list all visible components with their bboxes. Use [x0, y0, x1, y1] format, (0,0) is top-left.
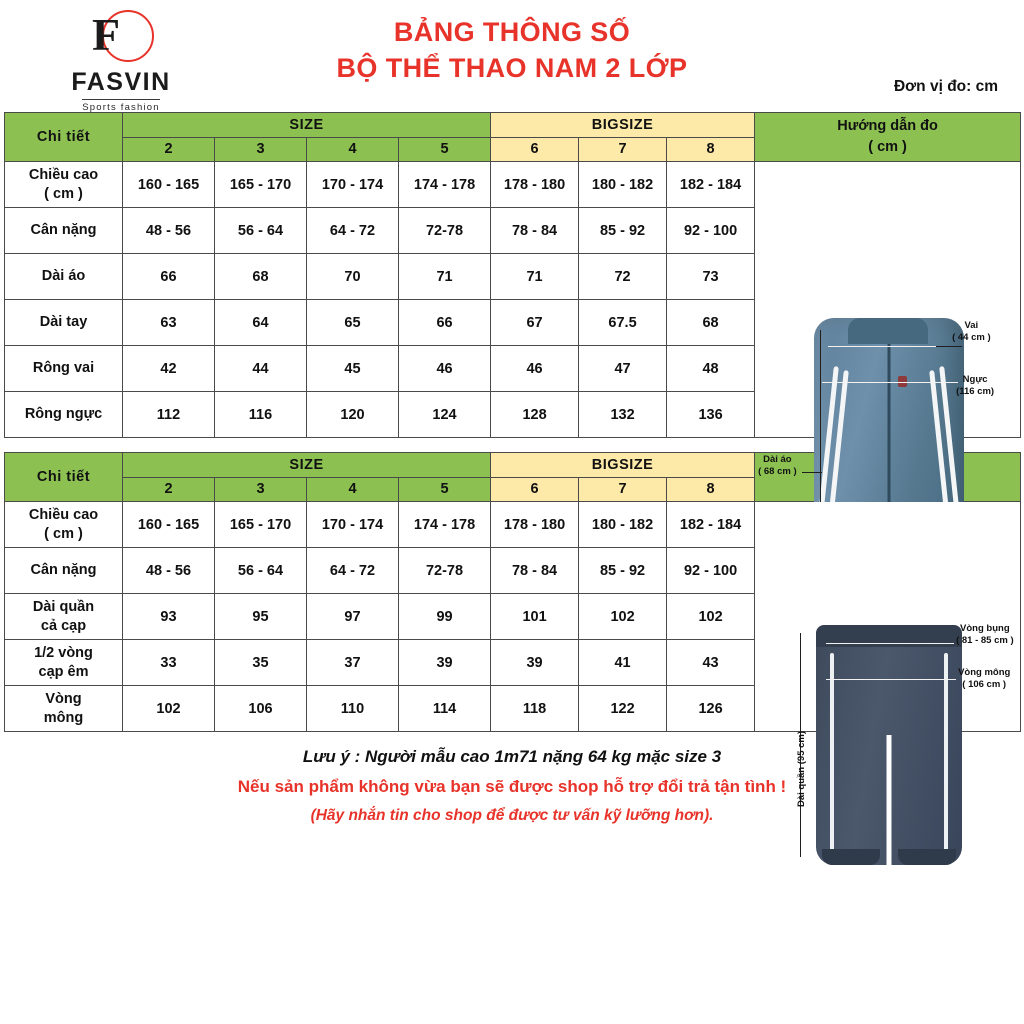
annotation-chest: [956, 374, 994, 398]
cell: 56 - 64: [215, 208, 307, 254]
row-label-line2: mông: [43, 709, 84, 726]
page-title: [0, 14, 1024, 86]
cell: 178 - 180: [491, 502, 579, 548]
annotation-line2: ( 44 cm ): [952, 331, 991, 343]
cell: 64 - 72: [307, 208, 399, 254]
row-label: [5, 640, 123, 686]
shoulder-leader-line: [936, 346, 962, 347]
cell: 132: [579, 392, 667, 438]
cell: 116: [215, 392, 307, 438]
cell: 73: [667, 254, 755, 300]
cell: 85 - 92: [579, 548, 667, 594]
cell: 93: [123, 594, 215, 640]
size-col-2: 2: [123, 477, 215, 502]
cell: 39: [399, 640, 491, 686]
bigsize-col-6: 6: [491, 477, 579, 502]
hip-measure-line: [826, 679, 956, 681]
pants-graphic: [816, 625, 962, 865]
bigsize-col-8: 8: [667, 137, 755, 162]
cell: 46: [491, 346, 579, 392]
cell: 68: [667, 300, 755, 346]
row-label: Dài tay: [5, 300, 123, 346]
cell: 46: [399, 346, 491, 392]
pants-inseam-gap: [887, 735, 892, 865]
brand-name: FASVIN: [71, 68, 171, 96]
cell: 71: [399, 254, 491, 300]
bigsize-col-7: 7: [579, 137, 667, 162]
annotation-line1: Vai: [964, 319, 979, 331]
cell: 124: [399, 392, 491, 438]
guide-line-2: ( cm ): [868, 139, 907, 155]
cell: 102: [579, 594, 667, 640]
brand-tagline: Sports fashion: [82, 99, 160, 113]
unit-note: Đơn vị đo: cm: [893, 78, 998, 95]
cell: 92 - 100: [667, 548, 755, 594]
waist-measure-line: [826, 643, 954, 645]
annotation-line2: ( 68 cm ): [758, 465, 797, 477]
cell: 178 - 180: [491, 162, 579, 208]
cell: 114: [399, 686, 491, 732]
annotation-line1: Vòng bụng: [960, 622, 1010, 634]
cell: 122: [579, 686, 667, 732]
header-group-bigsize: BIGSIZE: [491, 453, 755, 478]
cell: 118: [491, 686, 579, 732]
cell: 128: [491, 392, 579, 438]
note-contact: (Hãy nhắn tin cho shop để được tư vấn kỹ lưỡng hơn).: [310, 807, 714, 824]
size-col-5: 5: [399, 137, 491, 162]
cell: 170 - 174: [307, 162, 399, 208]
pants-stripe: [944, 653, 948, 853]
annotation-line2: (116 cm): [956, 385, 995, 397]
pants-stripe: [830, 653, 834, 853]
cell: 180 - 182: [579, 162, 667, 208]
row-label: [5, 594, 123, 640]
cell: 72-78: [399, 208, 491, 254]
length-leader-line: [802, 472, 822, 473]
row-label: Rông ngực: [5, 392, 123, 438]
cell: 99: [399, 594, 491, 640]
cell: 43: [667, 640, 755, 686]
bigsize-col-7: 7: [579, 477, 667, 502]
cell: 101: [491, 594, 579, 640]
cell: 78 - 84: [491, 548, 579, 594]
logo-letter: F: [92, 9, 119, 60]
row-label: Cân nặng: [5, 548, 123, 594]
title-line-1: BẢNG THÔNG SỐ: [393, 17, 631, 47]
cell: 48 - 56: [123, 548, 215, 594]
cell: 70: [307, 254, 399, 300]
cell: 165 - 170: [215, 162, 307, 208]
cell: 47: [579, 346, 667, 392]
annotation-pants-length: [796, 730, 808, 806]
cell: 68: [215, 254, 307, 300]
title-line-2: BỘ THỂ THAO NAM 2 LỚP: [336, 53, 688, 83]
cell: 64: [215, 300, 307, 346]
chest-measure-line: [822, 382, 958, 384]
cell: 136: [667, 392, 755, 438]
annotation-line1: Ngực: [962, 373, 988, 385]
row-label-line1: Chiều cao: [28, 166, 99, 183]
cell: 182 - 184: [667, 162, 755, 208]
jacket-graphic: [814, 318, 964, 533]
header-detail: Chi tiết: [5, 453, 123, 502]
size-col-4: 4: [307, 477, 399, 502]
row-label: [5, 162, 123, 208]
pants-cuff: [898, 849, 956, 865]
annotation-line1: Dài áo: [763, 453, 792, 465]
row-label-line2: ( cm ): [44, 185, 83, 202]
cell: 71: [491, 254, 579, 300]
size-col-2: 2: [123, 137, 215, 162]
cell: 112: [123, 392, 215, 438]
cell: 72: [579, 254, 667, 300]
cell: 66: [399, 300, 491, 346]
note-model-info: Lưu ý : Người mẫu cao 1m71 nặng 64 kg mặc size 3: [302, 747, 722, 766]
cell: 102: [667, 594, 755, 640]
table-row: [5, 502, 1021, 548]
cell: 63: [123, 300, 215, 346]
note-exchange-policy: Nếu sản phẩm không vừa bạn sẽ được shop hỗ trợ đổi trả tận tình !: [237, 777, 787, 796]
cell: 42: [123, 346, 215, 392]
cell: 48: [667, 346, 755, 392]
table-header-row: [5, 113, 1021, 138]
cell: 174 - 178: [399, 162, 491, 208]
row-label-line2: ( cm ): [44, 525, 83, 542]
cell: 41: [579, 640, 667, 686]
row-label: [5, 502, 123, 548]
annotation-hip: [958, 667, 1010, 691]
cell: 160 - 165: [123, 502, 215, 548]
annotation-line1: Dài quần (95 cm): [796, 730, 808, 807]
cell: 35: [215, 640, 307, 686]
row-label-line1: Chiều cao: [28, 506, 99, 523]
cell: 170 - 174: [307, 502, 399, 548]
length-measure-line: [820, 330, 821, 520]
bigsize-col-8: 8: [667, 477, 755, 502]
cell: 67: [491, 300, 579, 346]
cell: 66: [123, 254, 215, 300]
cell: 110: [307, 686, 399, 732]
row-label-line1: Vòng: [45, 690, 82, 707]
cell: 85 - 92: [579, 208, 667, 254]
row-label: Dài áo: [5, 254, 123, 300]
annotation-shoulder: [952, 320, 991, 344]
size-col-5: 5: [399, 477, 491, 502]
header-detail: Chi tiết: [5, 113, 123, 162]
annotation-waist: [956, 623, 1014, 647]
cell: 92 - 100: [667, 208, 755, 254]
row-label-line2: cả cạp: [40, 617, 87, 634]
cell: 97: [307, 594, 399, 640]
bigsize-col-6: 6: [491, 137, 579, 162]
cell: 33: [123, 640, 215, 686]
cell: 72-78: [399, 548, 491, 594]
cell: 126: [667, 686, 755, 732]
pants-illustration: [755, 502, 1021, 807]
cell: 106: [215, 686, 307, 732]
jacket-illustration: [755, 162, 1021, 477]
pants-cuff: [822, 849, 880, 865]
cell: 160 - 165: [123, 162, 215, 208]
cell: 44: [215, 346, 307, 392]
size-col-4: 4: [307, 137, 399, 162]
cell: 56 - 64: [215, 548, 307, 594]
row-label-line1: Dài quần: [32, 598, 95, 615]
top-table-wrapper: [0, 112, 1024, 477]
cell: 64 - 72: [307, 548, 399, 594]
cell: 165 - 170: [215, 502, 307, 548]
annotation-length: [758, 454, 797, 478]
header-group-size: SIZE: [123, 453, 491, 478]
header-group-size: SIZE: [123, 113, 491, 138]
cell: 78 - 84: [491, 208, 579, 254]
cell: 39: [491, 640, 579, 686]
row-label: [5, 686, 123, 732]
row-label-line1: 1/2 vòng: [34, 644, 93, 661]
cell: 120: [307, 392, 399, 438]
annotation-line2: ( 81 - 85 cm ): [956, 634, 1014, 646]
cell: 180 - 182: [579, 502, 667, 548]
cell: 45: [307, 346, 399, 392]
cell: 65: [307, 300, 399, 346]
row-label: Cân nặng: [5, 208, 123, 254]
cell: 48 - 56: [123, 208, 215, 254]
header-guide: [755, 113, 1021, 162]
size-col-3: 3: [215, 137, 307, 162]
jacket-size-table: [4, 112, 1021, 477]
cell: 174 - 178: [399, 502, 491, 548]
size-col-3: 3: [215, 477, 307, 502]
header-group-bigsize: BIGSIZE: [491, 113, 755, 138]
table-row: [5, 162, 1021, 208]
page-header: [0, 0, 1024, 112]
annotation-line2: ( 106 cm ): [962, 678, 1007, 690]
row-label: Rông vai: [5, 346, 123, 392]
annotation-line1: Vòng mông: [958, 666, 1011, 678]
cell: 67.5: [579, 300, 667, 346]
guide-line-1: Hướng dẫn đo: [837, 118, 938, 134]
cell: 37: [307, 640, 399, 686]
cell: 102: [123, 686, 215, 732]
jacket-collar: [848, 318, 928, 344]
cell: 182 - 184: [667, 502, 755, 548]
row-label-line2: cạp êm: [38, 663, 89, 680]
shoulder-measure-line: [828, 346, 950, 348]
cell: 95: [215, 594, 307, 640]
